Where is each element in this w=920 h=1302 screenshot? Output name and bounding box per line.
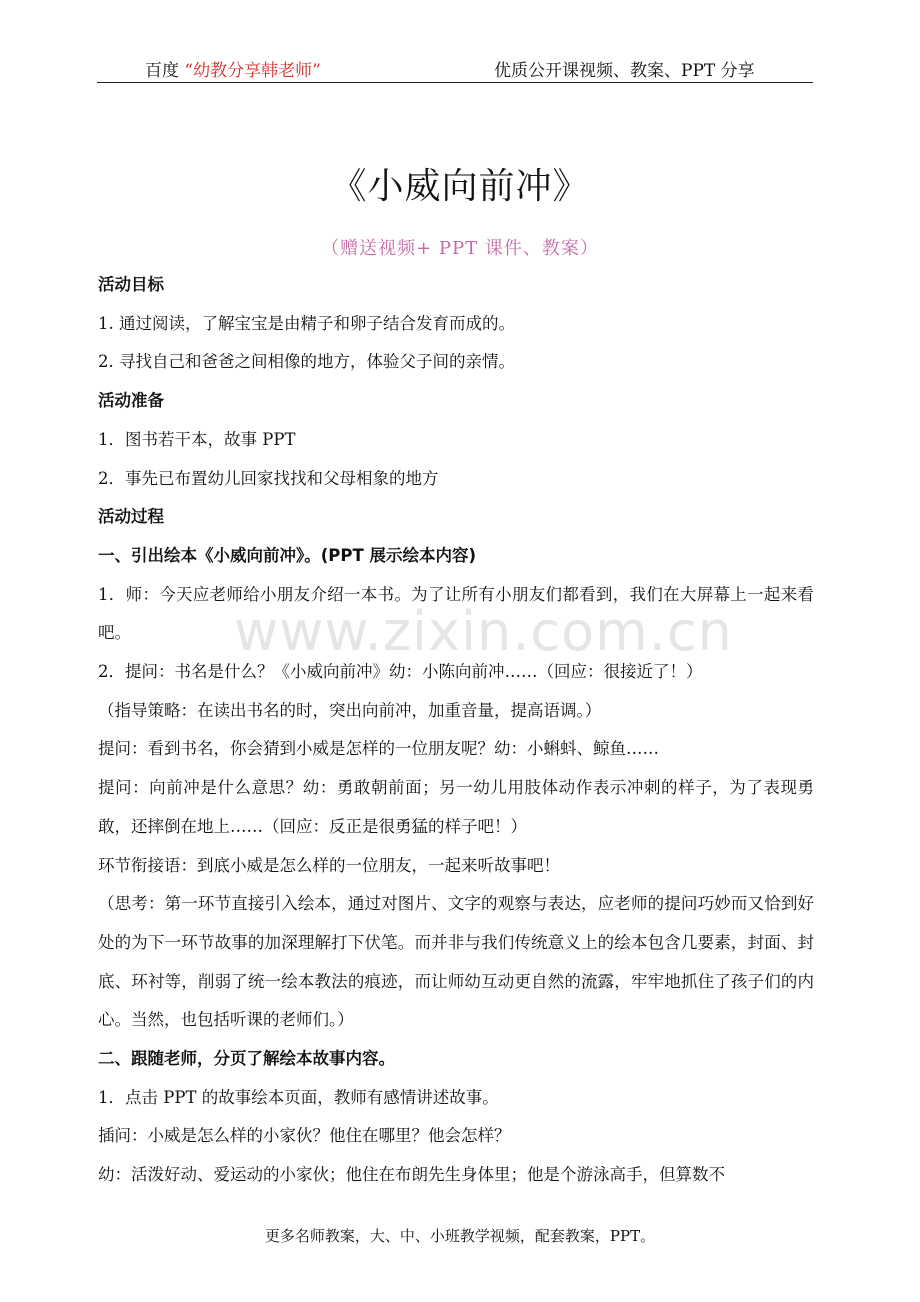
paragraph: 幼：活泼好动、爱运动的小家伙；他住在布朗先生身体里；他是个游泳高手，但算数不 xyxy=(98,1165,725,1185)
paragraph: 提问：看到书名，你会猜到小威是怎样的一位朋友呢？幼：小蝌蚪、鲸鱼…… xyxy=(98,739,659,759)
document-subtitle: （赠送视频+ PPT 课件、教案） xyxy=(321,238,599,259)
page-footer: 更多名师教案，大、中、小班教学视频，配套教案，PPT。 xyxy=(264,1227,656,1245)
section-heading: 活动目标 xyxy=(98,275,164,294)
paragraph: 1．点击 PPT 的故事绘本页面，教师有感情讲述故事。 xyxy=(98,1087,499,1107)
header-author: “幼教分享韩老师” xyxy=(184,61,321,81)
document-title: 《小威向前冲》 xyxy=(330,166,590,207)
section-heading: 活动准备 xyxy=(98,391,164,411)
paragraph: 提问：向前冲是什么意思？幼：勇敢朝前面；另一幼儿用肢体动作表示冲刺的样子，为了表现勇敢，还摔倒在地上……（回应：反正是很勇猛的样子吧！） xyxy=(98,778,814,836)
paragraph: 2．提问：书名是什么？《小威向前冲》幼：小陈向前冲……（回应：很接近了！） xyxy=(98,662,703,682)
header-left xyxy=(145,56,321,81)
paragraph: 环节衔接语：到底小威是怎么样的一位朋友，一起来听故事吧！ xyxy=(98,855,560,875)
page-header xyxy=(97,52,813,83)
header-right: 优质公开课视频、教案、PPT 分享 xyxy=(494,61,755,81)
section-heading: 活动过程 xyxy=(98,507,164,527)
section-heading: 一、引出绘本《小威向前冲》。(PPT 展示绘本内容) xyxy=(98,545,477,565)
header-source: 百度 xyxy=(145,61,185,81)
paragraph: 2. 寻找自己和爸爸之间相像的地方，体验父子间的亲情。 xyxy=(98,352,515,372)
paragraph: 1. 通过阅读，了解宝宝是由精子和卵子结合发育而成的。 xyxy=(98,313,515,333)
paragraph: 插问：小威是怎么样的小家伙？他住在哪里？他会怎样？ xyxy=(98,1126,511,1146)
watermark: www.zixin.com.cn xyxy=(234,600,733,663)
section-heading: 二、跟随老师，分页了解绘本故事内容。 xyxy=(98,1049,395,1069)
paragraph: （指导策略：在读出书名的时，突出向前冲，加重音量，提高语调。） xyxy=(98,700,602,720)
paragraph: （思考：第一环节直接引入绘本，通过对图片、文字的观察与表达，应老师的提问巧妙而又恰到好处的为下一环节故事的加深理解打下伏笔。而并非与我们传统意义上的绘本包含几要素，封面、封底、环衬等，削弱了统一绘本教法的痕迹，而让师幼互动更自然的流露，牢牢地抓住了孩子们的内心。当然，也包括听课的老师们。） xyxy=(98,894,814,1030)
document-body xyxy=(98,266,814,1195)
paragraph: 2．事先已布置幼儿回家找找和父母相象的地方 xyxy=(98,468,439,488)
paragraph: 1．师：今天应老师给小朋友介绍一本书。为了让所有小朋友们都看到，我们在大屏幕上一起来看吧。 xyxy=(98,584,814,643)
paragraph: 1．图书若干本，故事 PPT xyxy=(98,429,296,449)
